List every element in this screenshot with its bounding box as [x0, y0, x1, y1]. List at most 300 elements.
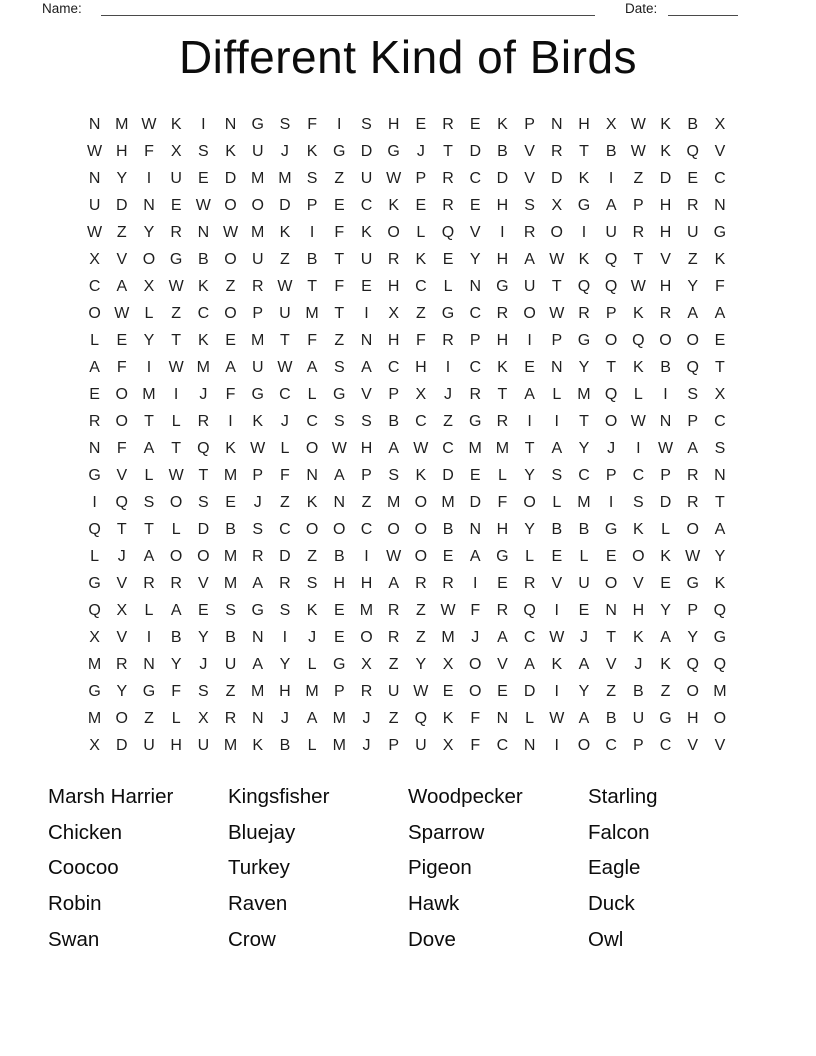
grid-cell: R [551, 142, 563, 160]
grid-cell: B [605, 709, 617, 727]
grid-cell: D [279, 196, 291, 214]
grid-cell: I [364, 547, 369, 565]
grid-cell: J [280, 412, 289, 430]
grid-cell: H [333, 574, 346, 592]
grid-cell: G [251, 115, 264, 133]
grid-cell: A [714, 304, 726, 322]
grid-cell: U [251, 250, 264, 268]
grid-cell: O [632, 547, 645, 565]
grid-cell: M [251, 223, 265, 241]
grid-cell: F [171, 682, 182, 700]
grid-cell: M [142, 385, 156, 403]
grid-cell: R [88, 412, 101, 430]
grid-cell: K [660, 547, 671, 565]
grid-cell: H [279, 682, 291, 700]
grid-cell: P [415, 169, 427, 187]
grid-cell: O [251, 196, 264, 214]
grid-cell: N [306, 466, 318, 484]
grid-cell: P [551, 331, 563, 349]
grid-cell: K [660, 142, 671, 160]
grid-cell: B [687, 115, 699, 133]
grid-cell: D [469, 142, 481, 160]
grid-cell: C [714, 412, 726, 430]
grid-cell: R [496, 304, 509, 322]
grid-cell: C [469, 304, 481, 322]
grid-cell: Q [632, 331, 645, 349]
name-label: Name: [42, 1, 82, 16]
grid-cell: B [660, 358, 671, 376]
grid-cell: Y [469, 250, 481, 268]
grid-cell: R [496, 412, 509, 430]
grid-cell: C [605, 736, 617, 754]
grid-cell: O [115, 412, 128, 430]
grid-cell: P [306, 196, 318, 214]
grid-cell: D [360, 142, 373, 160]
grid-cell: A [524, 250, 535, 268]
grid-cell: A [143, 547, 155, 565]
grid-cell: O [333, 520, 346, 538]
grid-cell: I [201, 115, 206, 133]
grid-cell: O [577, 736, 591, 754]
grid-cell: O [387, 223, 400, 241]
grid-cell: F [497, 493, 508, 511]
grid-cell: R [686, 493, 699, 511]
grid-cell: R [170, 574, 182, 592]
grid-cell: A [524, 655, 535, 673]
grid-cell: K [306, 142, 318, 160]
grid-cell: R [279, 574, 291, 592]
grid-cell: S [198, 493, 209, 511]
grid-row [81, 543, 734, 570]
grid-cell: R [523, 223, 536, 241]
grid-cell: C [306, 412, 318, 430]
grid-cell: D [659, 493, 672, 511]
grid-cell: K [170, 115, 182, 133]
grid-cell: W [413, 439, 429, 457]
grid-cell: C [415, 277, 427, 295]
grid-cell: C [279, 520, 291, 538]
grid-cell: H [659, 277, 672, 295]
grid-cell: N [551, 115, 563, 133]
grid-cell: W [386, 547, 402, 565]
grid-cell: H [496, 196, 509, 214]
grid-cell: N [88, 439, 101, 457]
grid-cell: F [116, 439, 127, 457]
grid-cell: Z [633, 169, 644, 187]
grid-cell: O [468, 655, 482, 673]
grid-cell: K [660, 115, 671, 133]
grid-cell: B [497, 142, 508, 160]
word-item: Eagle [588, 856, 641, 880]
grid-cell: I [554, 601, 559, 619]
grid-row [81, 651, 734, 678]
grid-cell: G [496, 547, 509, 565]
grid-cell: T [606, 358, 617, 376]
grid-cell: R [387, 601, 400, 619]
grid-cell: O [713, 709, 727, 727]
grid-cell: A [578, 655, 590, 673]
grid-cell: R [251, 277, 264, 295]
grid-cell: R [496, 601, 509, 619]
grid-row [81, 165, 734, 192]
word-list-column [588, 779, 768, 958]
grid-cell: W [195, 196, 211, 214]
grid-cell: T [551, 277, 562, 295]
grid-cell: R [632, 223, 645, 241]
grid-cell: A [170, 601, 182, 619]
grid-cell: Q [713, 601, 727, 619]
grid-cell: R [523, 574, 536, 592]
grid-cell: G [251, 601, 264, 619]
grid-cell: Z [415, 304, 426, 322]
grid-cell: H [170, 736, 182, 754]
grid-cell: O [414, 520, 428, 538]
grid-cell: G [169, 250, 183, 268]
grid-cell: E [551, 547, 563, 565]
grid-cell: Y [116, 682, 128, 700]
grid-cell: S [252, 520, 264, 538]
grid-cell: F [470, 736, 481, 754]
grid-cell: R [442, 331, 454, 349]
grid-cell: L [633, 385, 643, 403]
grid-cell: B [551, 520, 563, 538]
grid-cell: N [523, 736, 536, 754]
grid-cell: T [334, 304, 345, 322]
grid-cell: D [523, 682, 536, 700]
grid-row [81, 678, 734, 705]
grid-cell: X [551, 196, 563, 214]
grid-cell: R [170, 223, 182, 241]
grid-cell: F [116, 358, 127, 376]
grid-cell: M [115, 115, 129, 133]
grid-cell: B [578, 520, 590, 538]
grid-cell: J [471, 628, 480, 646]
grid-cell: R [387, 628, 400, 646]
grid-cell: U [224, 655, 237, 673]
grid-cell: B [225, 520, 236, 538]
grid-cell: P [605, 466, 617, 484]
grid-row [81, 111, 734, 138]
grid-cell: Q [604, 385, 618, 403]
grid-cell: L [661, 520, 670, 538]
grid-cell: F [415, 331, 426, 349]
grid-cell: G [496, 277, 509, 295]
grid-cell: M [305, 682, 319, 700]
grid-cell: N [714, 466, 726, 484]
grid-cell: Z [687, 250, 698, 268]
grid-cell: K [306, 493, 318, 511]
grid-cell: O [604, 412, 618, 430]
grid-cell: D [469, 493, 481, 511]
grid-cell: W [440, 601, 456, 619]
grid-cell: C [659, 736, 672, 754]
grid-cell: K [225, 439, 236, 457]
grid-row [81, 489, 734, 516]
grid-cell: E [333, 601, 345, 619]
grid-cell: L [144, 466, 154, 484]
grid-cell: E [225, 331, 236, 349]
grid-cell: I [445, 358, 451, 376]
grid-cell: X [89, 250, 100, 268]
grid-cell: G [659, 709, 672, 727]
grid-cell: W [657, 439, 674, 457]
grid-cell: W [549, 709, 565, 727]
grid-cell: E [333, 628, 345, 646]
grid-cell: S [306, 574, 318, 592]
grid-cell: R [442, 169, 454, 187]
grid-cell: E [198, 169, 209, 187]
grid-cell: A [306, 358, 318, 376]
grid-cell: F [307, 331, 317, 349]
grid-cell: U [88, 196, 101, 214]
grid-cell: T [443, 142, 453, 160]
grid-cell: A [605, 196, 617, 214]
grid-row [81, 408, 734, 435]
grid-cell: L [552, 385, 562, 403]
grid-cell: X [605, 115, 617, 133]
grid-cell: U [578, 574, 590, 592]
grid-cell: G [333, 142, 346, 160]
grid-cell: Z [280, 250, 290, 268]
grid-cell: E [469, 115, 481, 133]
grid-cell: B [388, 412, 399, 430]
grid-cell: R [197, 412, 210, 430]
grid-cell: W [331, 439, 347, 457]
grid-cell: E [660, 574, 671, 592]
grid-cell: P [524, 115, 535, 133]
grid-cell: S [143, 493, 155, 511]
grid-cell: U [605, 223, 617, 241]
word-item: Coocoo [48, 856, 119, 880]
word-item: Starling [588, 785, 658, 808]
grid-cell: C [360, 520, 373, 538]
grid-cell: U [143, 736, 155, 754]
grid-cell: Y [687, 628, 699, 646]
grid-cell: V [116, 574, 128, 592]
grid-cell: S [333, 358, 345, 376]
grid-cell: L [90, 547, 100, 565]
grid-cell: T [144, 520, 154, 538]
grid-cell: U [523, 277, 536, 295]
word-item: Kingsfisher [228, 785, 330, 808]
grid-cell: K [198, 331, 209, 349]
grid-cell: I [554, 736, 559, 754]
grid-cell: G [713, 223, 727, 241]
grid-cell: A [687, 439, 699, 457]
grid-cell: T [606, 628, 617, 646]
grid-cell: N [469, 277, 481, 295]
grid-cell: L [307, 655, 317, 673]
grid-cell: N [360, 331, 373, 349]
grid-cell: P [252, 304, 264, 322]
grid-cell: I [146, 628, 152, 646]
grid-cell: D [442, 466, 454, 484]
grid-cell: A [551, 439, 563, 457]
grid-cell: J [117, 547, 126, 565]
grid-cell: Z [280, 493, 290, 511]
grid-cell: G [577, 331, 591, 349]
grid-cell: I [636, 439, 641, 457]
grid-cell: D [197, 520, 210, 538]
grid-cell: I [337, 115, 342, 133]
grid-cell: S [714, 439, 726, 457]
grid-cell: E [198, 601, 209, 619]
grid-cell: D [224, 169, 237, 187]
grid-cell: J [280, 142, 289, 160]
grid-cell: Y [578, 682, 590, 700]
grid-cell: M [305, 304, 319, 322]
grid-cell: W [168, 277, 184, 295]
grid-cell: Q [197, 439, 210, 457]
grid-cell: E [225, 493, 236, 511]
grid-cell: O [88, 304, 101, 322]
grid-cell: X [116, 601, 128, 619]
grid-cell: L [144, 601, 154, 619]
word-item: Dove [408, 927, 456, 951]
grid-cell: L [90, 331, 100, 349]
grid-cell: I [146, 169, 152, 187]
grid-cell: Q [414, 709, 428, 727]
grid-cell: I [472, 574, 478, 592]
grid-cell: B [279, 736, 291, 754]
word-item: Chicken [48, 820, 123, 844]
grid-cell: X [361, 655, 372, 673]
grid-cell: Q [441, 223, 455, 241]
grid-cell: Z [361, 493, 372, 511]
grid-cell: R [387, 250, 400, 268]
grid-cell: O [197, 547, 210, 565]
grid-cell: X [170, 142, 182, 160]
grid-cell: K [415, 250, 427, 268]
grid-cell: H [632, 601, 645, 619]
grid-cell: J [362, 736, 371, 754]
grid-cell: T [307, 277, 317, 295]
grid-cell: K [306, 601, 318, 619]
grid-cell: H [360, 574, 373, 592]
name-fill-line [101, 0, 595, 16]
grid-cell: E [415, 196, 427, 214]
grid-cell: G [142, 682, 156, 700]
grid-cell: H [116, 142, 128, 160]
grid-cell: Y [415, 655, 427, 673]
grid-row [81, 327, 734, 354]
grid-cell: Z [307, 547, 317, 565]
grid-cell: M [577, 385, 591, 403]
grid-cell: P [687, 412, 699, 430]
grid-cell: K [633, 628, 644, 646]
grid-cell: Y [578, 358, 590, 376]
grid-cell: O [550, 223, 563, 241]
grid-cell: H [360, 439, 373, 457]
grid-cell: L [171, 709, 181, 727]
grid-cell: Z [116, 223, 127, 241]
grid-cell: L [307, 736, 317, 754]
grid-cell: E [361, 277, 372, 295]
grid-cell: C [197, 304, 210, 322]
grid-cell: X [415, 385, 427, 403]
grid-row [81, 219, 734, 246]
grid-cell: S [687, 385, 699, 403]
grid-cell: Z [334, 169, 345, 187]
grid-cell: F [334, 223, 345, 241]
grid-row [81, 732, 734, 759]
grid-cell: U [686, 223, 699, 241]
grid-cell: L [525, 547, 535, 565]
grid-cell: K [415, 466, 427, 484]
grid-cell: U [387, 682, 400, 700]
grid-cell: I [146, 358, 152, 376]
grid-cell: O [169, 547, 183, 565]
grid-cell: A [252, 655, 264, 673]
grid-cell: J [579, 628, 588, 646]
grid-cell: V [687, 736, 699, 754]
grid-cell: O [686, 331, 699, 349]
grid-cell: V [198, 574, 209, 592]
grid-cell: N [659, 412, 672, 430]
grid-cell: Z [171, 304, 182, 322]
grid-cell: W [277, 358, 293, 376]
grid-cell: A [143, 439, 155, 457]
grid-cell: I [173, 385, 179, 403]
grid-cell: D [659, 169, 672, 187]
grid-cell: B [225, 628, 236, 646]
grid-cell: X [89, 736, 100, 754]
grid-cell: S [333, 412, 345, 430]
word-item: Robin [48, 892, 102, 916]
grid-cell: W [168, 466, 184, 484]
grid-cell: Z [144, 709, 154, 727]
grid-cell: A [660, 628, 671, 646]
grid-cell: C [523, 628, 536, 646]
grid-cell: F [144, 142, 154, 160]
grid-cell: B [633, 682, 644, 700]
grid-cell: J [444, 385, 453, 403]
grid-cell: N [251, 628, 264, 646]
grid-cell: G [333, 385, 346, 403]
grid-cell: P [633, 196, 644, 214]
word-item: Bluejay [228, 820, 296, 844]
grid-cell: I [554, 412, 559, 430]
grid-cell: Y [116, 169, 128, 187]
grid-cell: V [605, 655, 617, 673]
grid-cell: X [143, 277, 155, 295]
grid-cell: O [686, 520, 699, 538]
grid-cell: L [171, 412, 181, 430]
grid-cell: A [578, 709, 590, 727]
grid-cell: V [714, 736, 726, 754]
word-search-grid [81, 111, 734, 759]
grid-cell: C [496, 736, 509, 754]
grid-cell: R [686, 196, 699, 214]
grid-cell: Y [143, 223, 155, 241]
grid-cell: F [225, 385, 236, 403]
grid-cell: A [225, 358, 236, 376]
grid-cell: F [280, 466, 290, 484]
grid-cell: P [469, 331, 481, 349]
grid-cell: M [223, 736, 238, 754]
grid-cell: L [552, 493, 562, 511]
grid-cell: O [604, 331, 618, 349]
grid-cell: O [414, 547, 428, 565]
grid-cell: H [686, 709, 699, 727]
grid-cell: N [88, 115, 101, 133]
date-label: Date: [625, 1, 658, 16]
grid-cell: E [469, 196, 481, 214]
grid-row [81, 246, 734, 273]
grid-cell: G [88, 682, 101, 700]
grid-cell: W [277, 277, 293, 295]
word-item: Duck [588, 892, 635, 916]
